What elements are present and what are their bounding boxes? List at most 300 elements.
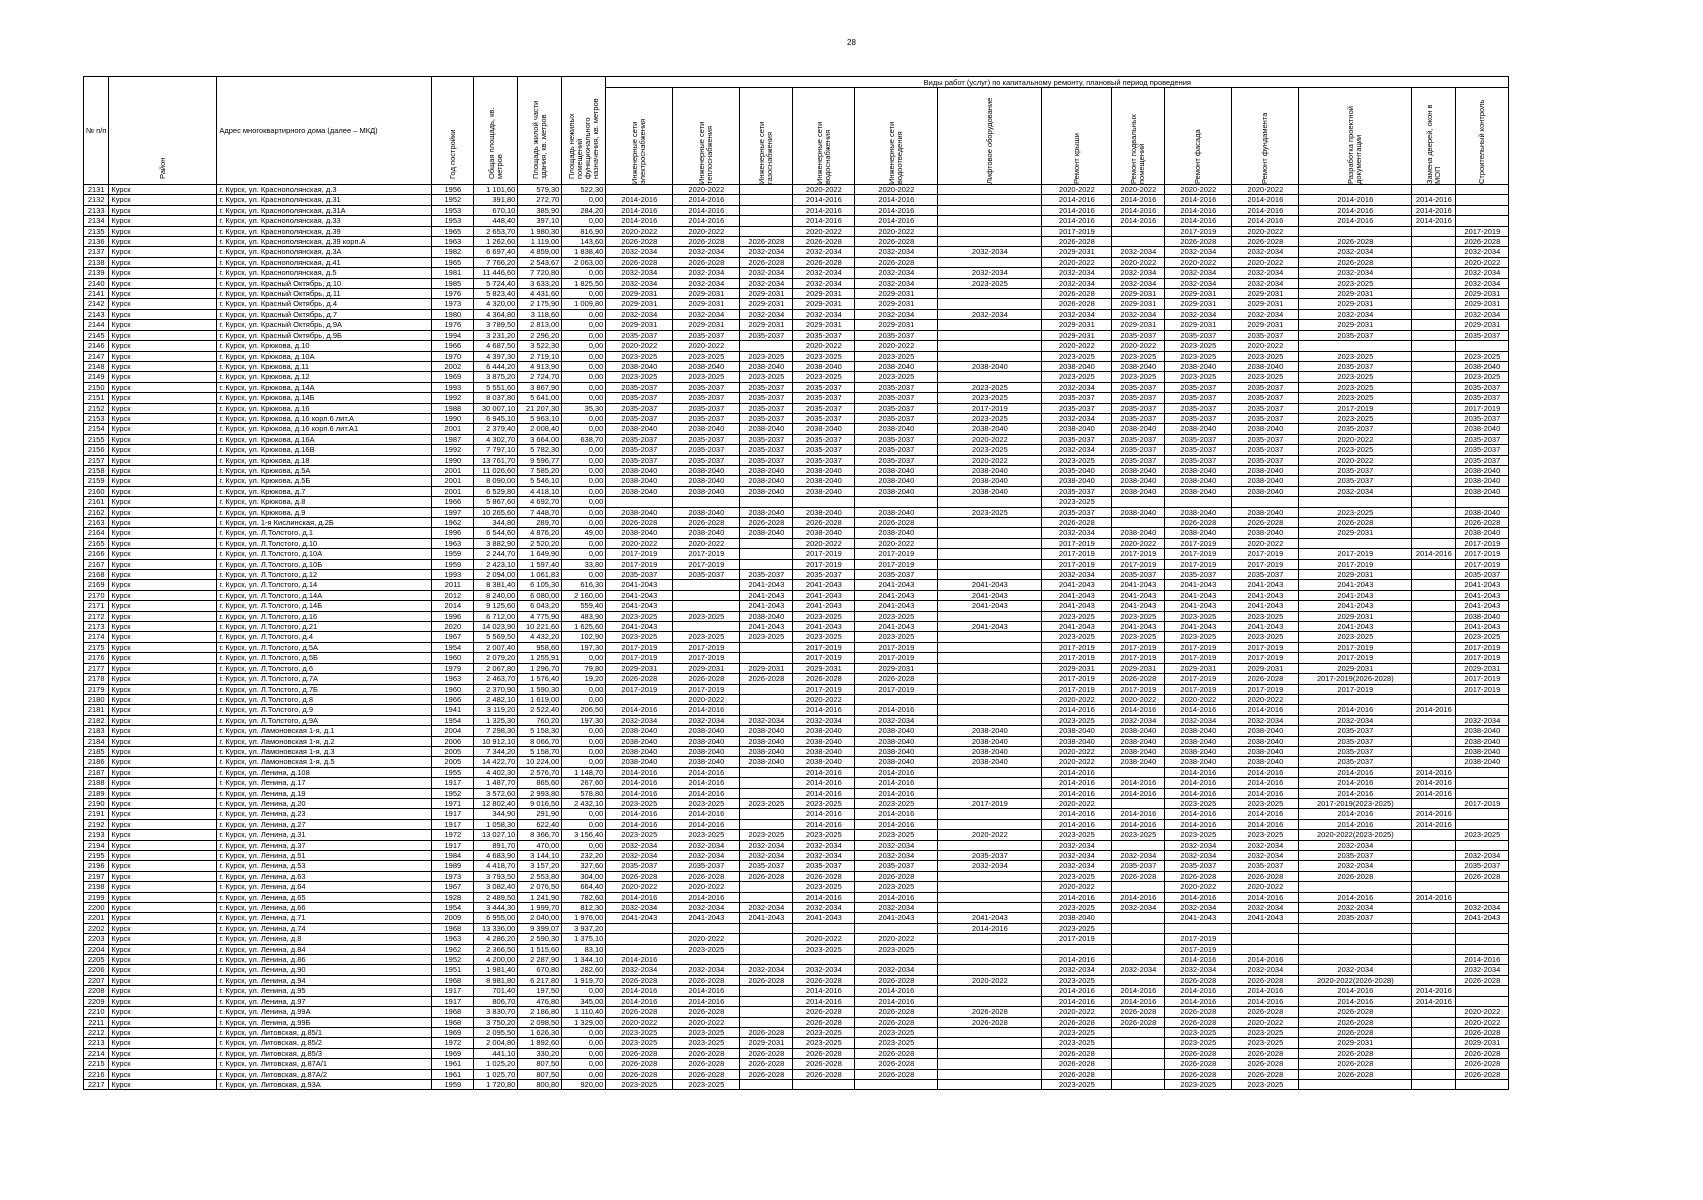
table-cell: 2 379,40 bbox=[474, 424, 518, 434]
table-cell: 2136 bbox=[84, 237, 109, 247]
table-cell: 2035-2037 bbox=[740, 570, 793, 580]
table-cell: 2032-2034 bbox=[673, 903, 740, 913]
header-work-label: Ремонт фасада bbox=[1193, 129, 1203, 184]
table-cell: 2017-2019 bbox=[855, 684, 938, 694]
table-cell: 2017-2019 bbox=[1299, 653, 1412, 663]
table-cell: 2017-2019 bbox=[1165, 944, 1232, 954]
table-cell: 2032-2034 bbox=[1112, 965, 1165, 975]
table-cell bbox=[1232, 934, 1299, 944]
table-cell: 2026-2028 bbox=[793, 1017, 855, 1027]
table-cell: 2001 bbox=[432, 476, 474, 486]
header-work-label: Замена дверей, окон в МОП bbox=[1424, 104, 1442, 184]
table-cell: Курск bbox=[109, 601, 217, 611]
table-cell: 2 008,40 bbox=[518, 424, 562, 434]
table-cell: 2038-2040 bbox=[855, 465, 938, 475]
table-cell: 2020-2022 bbox=[1042, 757, 1112, 767]
table-cell: 2165 bbox=[84, 538, 109, 548]
table-cell: 2020-2022 bbox=[1042, 341, 1112, 351]
table-cell: 2026-2028 bbox=[1456, 518, 1509, 528]
table-cell: 2020-2022 bbox=[1232, 185, 1299, 195]
table-cell: г. Курск, ул. Ленина, д.90 bbox=[217, 965, 432, 975]
table-cell: г. Курск, ул. Л.Толстого, д.10 bbox=[217, 538, 432, 548]
table-cell: 2023-2025 bbox=[1042, 715, 1112, 725]
table-cell bbox=[1412, 1079, 1456, 1089]
table-cell: 2038-2040 bbox=[673, 736, 740, 746]
table-cell bbox=[740, 819, 793, 829]
table-cell: 2038-2040 bbox=[1112, 476, 1165, 486]
table-cell: 2026-2028 bbox=[793, 674, 855, 684]
table-cell: 2014-2016 bbox=[793, 705, 855, 715]
table-cell: Курск bbox=[109, 736, 217, 746]
table-cell: 2014-2016 bbox=[855, 778, 938, 788]
table-cell: 2035-2037 bbox=[740, 403, 793, 413]
table-cell: 2026-2028 bbox=[1112, 1017, 1165, 1027]
table-cell: 2029-2031 bbox=[606, 663, 673, 673]
table-cell: 2032-2034 bbox=[673, 851, 740, 861]
header-work-12 bbox=[1456, 88, 1509, 185]
table-cell: 2029-2031 bbox=[673, 289, 740, 299]
table-cell: 2032-2034 bbox=[793, 247, 855, 257]
table-cell: 2156 bbox=[84, 445, 109, 455]
table-cell bbox=[938, 944, 1042, 954]
table-cell: 2032-2034 bbox=[1042, 413, 1112, 423]
table-cell: 2217 bbox=[84, 1079, 109, 1089]
table-cell: 2029-2031 bbox=[855, 663, 938, 673]
table-cell: г. Курск, ул. Л.Толстого, д.4 bbox=[217, 632, 432, 642]
table-cell: 2184 bbox=[84, 736, 109, 746]
table-cell: 2026-2028 bbox=[740, 518, 793, 528]
table-row bbox=[84, 309, 1509, 319]
table-cell: 2014-2016 bbox=[1112, 778, 1165, 788]
table-cell bbox=[1412, 923, 1456, 933]
table-cell: 2038-2040 bbox=[1165, 757, 1232, 767]
table-cell bbox=[938, 518, 1042, 528]
table-cell: 2026-2028 bbox=[740, 257, 793, 267]
table-cell: Курск bbox=[109, 268, 217, 278]
table-cell: Курск bbox=[109, 434, 217, 444]
table-cell: 2035-2037 bbox=[855, 403, 938, 413]
table-cell: 2029-2031 bbox=[1165, 663, 1232, 673]
table-cell: 2135 bbox=[84, 226, 109, 236]
table-cell: 2023-2025 bbox=[1042, 923, 1112, 933]
table-cell: 4 775,90 bbox=[518, 611, 562, 621]
table-cell: 2023-2025 bbox=[673, 944, 740, 954]
table-cell: 2035-2037 bbox=[1232, 434, 1299, 444]
table-cell: 2032-2034 bbox=[1456, 247, 1509, 257]
table-cell: 2023-2025 bbox=[1456, 351, 1509, 361]
table-cell: г. Курск, ул. Ленина, д.31 bbox=[217, 830, 432, 840]
table-cell: 2026-2028 bbox=[606, 237, 673, 247]
table-cell: 2212 bbox=[84, 1027, 109, 1037]
table-cell: 2032-2034 bbox=[855, 268, 938, 278]
table-cell: 10 912,10 bbox=[474, 736, 518, 746]
table-cell: 5 963,10 bbox=[518, 413, 562, 423]
table-cell bbox=[938, 372, 1042, 382]
table-cell: 83,10 bbox=[562, 944, 606, 954]
table-cell bbox=[1299, 341, 1412, 351]
table-cell: Курск bbox=[109, 247, 217, 257]
table-cell: 2029-2031 bbox=[1299, 570, 1412, 580]
table-cell: 2035-2037 bbox=[855, 434, 938, 444]
table-cell bbox=[1412, 185, 1456, 195]
table-cell bbox=[1112, 226, 1165, 236]
table-cell: 2020-2022 bbox=[1112, 341, 1165, 351]
table-cell: 2026-2028 bbox=[673, 1069, 740, 1079]
table-cell bbox=[740, 538, 793, 548]
table-cell: 2 095,50 bbox=[474, 1027, 518, 1037]
table-cell: 2038-2040 bbox=[1232, 465, 1299, 475]
table-cell: 2038-2040 bbox=[673, 746, 740, 756]
table-cell: 2035-2037 bbox=[673, 455, 740, 465]
table-cell: Курск bbox=[109, 611, 217, 621]
table-cell bbox=[1412, 934, 1456, 944]
table-cell: 2035-2037 bbox=[855, 861, 938, 871]
table-cell: 2038-2040 bbox=[1232, 528, 1299, 538]
table-cell bbox=[1412, 278, 1456, 288]
table-cell: 2041-2043 bbox=[740, 913, 793, 923]
table-cell bbox=[1412, 361, 1456, 371]
table-cell: 4 320,00 bbox=[474, 299, 518, 309]
table-cell: 2038-2040 bbox=[606, 507, 673, 517]
table-cell: 2029-2031 bbox=[1456, 289, 1509, 299]
table-cell: г. Курск, ул. Крюкова, д.12 bbox=[217, 372, 432, 382]
table-cell: 2020-2022 bbox=[673, 226, 740, 236]
table-cell: 1990 bbox=[432, 455, 474, 465]
table-cell: 2014-2016 bbox=[606, 809, 673, 819]
table-row bbox=[84, 507, 1509, 517]
table-cell: 2026-2028 bbox=[1299, 518, 1412, 528]
table-cell: 2 160,00 bbox=[562, 590, 606, 600]
table-cell: 2038-2040 bbox=[606, 424, 673, 434]
table-cell: 2014-2016 bbox=[1042, 955, 1112, 965]
table-cell: 2020-2022 bbox=[606, 882, 673, 892]
table-cell: Курск bbox=[109, 538, 217, 548]
table-cell: Курск bbox=[109, 382, 217, 392]
table-cell: 2041-2043 bbox=[855, 580, 938, 590]
table-cell: 2035-2037 bbox=[606, 330, 673, 340]
table-cell: Курск bbox=[109, 923, 217, 933]
table-cell: 1 058,30 bbox=[474, 819, 518, 829]
table-cell: 2014-2016 bbox=[1112, 809, 1165, 819]
table-cell bbox=[740, 788, 793, 798]
table-cell: 2038-2040 bbox=[855, 757, 938, 767]
table-cell: 664,40 bbox=[562, 882, 606, 892]
table-cell: г. Курск, ул. Красный Октябрь, д.4 bbox=[217, 299, 432, 309]
table-cell: 578,80 bbox=[562, 788, 606, 798]
table-row bbox=[84, 819, 1509, 829]
table-cell: Курск bbox=[109, 1038, 217, 1048]
table-cell: г. Курск, ул. Крюкова, д.10 bbox=[217, 341, 432, 351]
table-cell: 2023-2025 bbox=[855, 632, 938, 642]
table-cell: 3 572,60 bbox=[474, 788, 518, 798]
table-cell: 2138 bbox=[84, 257, 109, 267]
table-cell: 2035-2037 bbox=[673, 330, 740, 340]
table-cell: 2026-2028 bbox=[673, 1048, 740, 1058]
table-cell: 2014-2016 bbox=[1042, 778, 1112, 788]
table-cell: г. Курск, ул. Ламоновская 1-я, д.5 bbox=[217, 757, 432, 767]
table-cell: 2029-2031 bbox=[1299, 528, 1412, 538]
table-cell: 2038-2040 bbox=[793, 528, 855, 538]
table-cell: 1962 bbox=[432, 518, 474, 528]
table-cell: 2026-2028 bbox=[606, 1048, 673, 1058]
table-cell: 5 724,40 bbox=[474, 278, 518, 288]
table-cell: 2026-2028 bbox=[1456, 975, 1509, 985]
table-cell: г. Курск, ул. Краснополянская, д.39 bbox=[217, 226, 432, 236]
table-row bbox=[84, 361, 1509, 371]
table-cell: г. Курск, ул. Литовская, д.85/2 bbox=[217, 1038, 432, 1048]
table-cell: 2023-2025 bbox=[673, 351, 740, 361]
table-cell: 2026-2028 bbox=[1042, 518, 1112, 528]
table-cell: 2035-2037 bbox=[606, 393, 673, 403]
table-cell: 1979 bbox=[432, 663, 474, 673]
table-cell: 2014-2016 bbox=[855, 788, 938, 798]
table-cell bbox=[855, 923, 938, 933]
table-cell: 289,70 bbox=[518, 518, 562, 528]
table-cell: 4 683,90 bbox=[474, 851, 518, 861]
table-cell: 441,10 bbox=[474, 1048, 518, 1058]
table-cell: 2035-2037 bbox=[1232, 393, 1299, 403]
table-cell: 2032-2034 bbox=[1112, 268, 1165, 278]
table-cell bbox=[1412, 247, 1456, 257]
table-cell: Курск bbox=[109, 798, 217, 808]
table-cell: 2035-2037 bbox=[1042, 486, 1112, 496]
table-cell bbox=[1412, 559, 1456, 569]
table-cell: 2038-2040 bbox=[1456, 361, 1509, 371]
table-cell: 2023-2025 bbox=[606, 1027, 673, 1037]
table-cell: 2014-2016 bbox=[1232, 705, 1299, 715]
table-cell: 579,30 bbox=[518, 185, 562, 195]
table-cell bbox=[1412, 268, 1456, 278]
table-cell bbox=[1112, 767, 1165, 777]
table-cell: 2026-2028 bbox=[1456, 1027, 1509, 1037]
table-cell: 2017-2019 bbox=[1165, 684, 1232, 694]
table-cell bbox=[938, 892, 1042, 902]
table-cell: 8 981,80 bbox=[474, 975, 518, 985]
table-cell bbox=[938, 330, 1042, 340]
table-cell: 2023-2025 bbox=[1232, 351, 1299, 361]
table-row bbox=[84, 1017, 1509, 1027]
table-cell: 2041-2043 bbox=[740, 622, 793, 632]
table-cell: 2017-2019 bbox=[673, 642, 740, 652]
table-cell bbox=[740, 809, 793, 819]
table-row bbox=[84, 424, 1509, 434]
table-cell bbox=[1456, 809, 1509, 819]
table-cell bbox=[740, 549, 793, 559]
table-cell: 2014-2016 bbox=[1165, 788, 1232, 798]
table-row bbox=[84, 320, 1509, 330]
table-row bbox=[84, 205, 1509, 215]
table-cell: 2023-2025 bbox=[793, 882, 855, 892]
table-cell: 2023-2025 bbox=[855, 830, 938, 840]
table-cell: 2035-2037 bbox=[1299, 851, 1412, 861]
table-cell bbox=[740, 1079, 793, 1089]
table-cell: 2032-2034 bbox=[606, 840, 673, 850]
table-cell: 2041-2043 bbox=[793, 913, 855, 923]
table-cell: 0,00 bbox=[562, 684, 606, 694]
table-cell: 2032-2034 bbox=[855, 903, 938, 913]
header-work-4 bbox=[855, 88, 938, 185]
table-cell: 2026-2028 bbox=[855, 257, 938, 267]
table-cell: 2023-2025 bbox=[1232, 372, 1299, 382]
table-row bbox=[84, 632, 1509, 642]
table-cell: 2020-2022(2026-2028) bbox=[1299, 975, 1412, 985]
table-cell: 2014 bbox=[432, 601, 474, 611]
table-cell: 2032-2034 bbox=[855, 247, 938, 257]
table-cell: 11 026,60 bbox=[474, 465, 518, 475]
table-cell: 2014-2016 bbox=[606, 892, 673, 902]
table-cell: 4 286,20 bbox=[474, 934, 518, 944]
table-cell: 10 224,00 bbox=[518, 757, 562, 767]
table-cell: 1960 bbox=[432, 653, 474, 663]
table-cell: 2020-2022 bbox=[1112, 538, 1165, 548]
table-cell bbox=[1412, 684, 1456, 694]
table-cell: 344,90 bbox=[474, 809, 518, 819]
table-cell: 2020-2022 bbox=[793, 185, 855, 195]
table-row bbox=[84, 1079, 1509, 1089]
table-cell: Курск bbox=[109, 757, 217, 767]
table-cell: 2001 bbox=[432, 465, 474, 475]
table-row bbox=[84, 809, 1509, 819]
table-cell: 2023-2025 bbox=[673, 632, 740, 642]
table-cell: 2 463,70 bbox=[474, 674, 518, 684]
table-cell: 2017-2019 bbox=[1299, 549, 1412, 559]
table-cell: 2139 bbox=[84, 268, 109, 278]
table-cell: 2177 bbox=[84, 663, 109, 673]
table-cell: 2014-2016 bbox=[1232, 778, 1299, 788]
table-cell: 2032-2034 bbox=[740, 903, 793, 913]
table-cell: 2023-2025 bbox=[1165, 798, 1232, 808]
table-cell: 2029-2031 bbox=[673, 320, 740, 330]
table-cell: г. Курск, ул. Крюкова, д.16В bbox=[217, 445, 432, 455]
table-cell: г. Курск, ул. Ленина, д.20 bbox=[217, 798, 432, 808]
table-cell: 1 576,40 bbox=[518, 674, 562, 684]
table-cell bbox=[1412, 455, 1456, 465]
table-cell: 2026-2028 bbox=[673, 1007, 740, 1017]
table-cell: Курск bbox=[109, 195, 217, 205]
table-cell: г. Курск, ул. Л.Толстого, д.7Б bbox=[217, 684, 432, 694]
table-cell: 2038-2040 bbox=[855, 736, 938, 746]
table-cell: 2023-2025 bbox=[1165, 1079, 1232, 1089]
table-cell bbox=[1112, 840, 1165, 850]
table-cell: 2014-2016 bbox=[793, 216, 855, 226]
table-cell: 2 543,67 bbox=[518, 257, 562, 267]
table-cell: Курск bbox=[109, 851, 217, 861]
table-cell: 2014-2016 bbox=[1299, 892, 1412, 902]
table-cell: 2023-2025 bbox=[1165, 1027, 1232, 1037]
table-cell: Курск bbox=[109, 1079, 217, 1089]
table-cell: 8 037,80 bbox=[474, 393, 518, 403]
table-cell: 2158 bbox=[84, 465, 109, 475]
table-cell: 1994 bbox=[432, 330, 474, 340]
table-cell: 1917 bbox=[432, 840, 474, 850]
table-cell: 2020-2022 bbox=[1456, 1017, 1509, 1027]
table-cell: 2017-2019 bbox=[1299, 559, 1412, 569]
table-cell: 2041-2043 bbox=[938, 580, 1042, 590]
table-cell: 2026-2028 bbox=[673, 1059, 740, 1069]
table-cell: 2032-2034 bbox=[606, 965, 673, 975]
table-cell: г. Курск, ул. Литовская, д.87А/1 bbox=[217, 1059, 432, 1069]
table-cell: 2202 bbox=[84, 923, 109, 933]
table-cell: 891,70 bbox=[474, 840, 518, 850]
table-cell: 2017-2019 bbox=[1112, 549, 1165, 559]
table-cell: 2041-2043 bbox=[1456, 580, 1509, 590]
header-district-label: Район bbox=[157, 157, 167, 179]
table-cell: 2020-2022 bbox=[1042, 882, 1112, 892]
table-cell: 6 697,40 bbox=[474, 247, 518, 257]
table-cell: 2023-2025 bbox=[606, 351, 673, 361]
table-cell: 2 482,10 bbox=[474, 694, 518, 704]
table-cell: г. Курск, ул. Л.Толстого, д.1 bbox=[217, 528, 432, 538]
table-cell: 2014-2016 bbox=[673, 216, 740, 226]
table-cell: 807,50 bbox=[518, 1059, 562, 1069]
table-row bbox=[84, 549, 1509, 559]
table-cell: г. Курск, ул. Ленина, д.66 bbox=[217, 903, 432, 913]
table-cell bbox=[1412, 393, 1456, 403]
table-cell: 6 955,00 bbox=[474, 913, 518, 923]
table-row bbox=[84, 653, 1509, 663]
table-cell: 1 720,80 bbox=[474, 1079, 518, 1089]
table-cell: Курск bbox=[109, 559, 217, 569]
table-cell: Курск bbox=[109, 1017, 217, 1027]
table-cell: 1917 bbox=[432, 778, 474, 788]
table-cell bbox=[1456, 185, 1509, 195]
table-cell: 2014-2016 bbox=[1042, 205, 1112, 215]
table-cell: 2038-2040 bbox=[1232, 361, 1299, 371]
table-row bbox=[84, 278, 1509, 288]
table-cell: 2035-2037 bbox=[606, 434, 673, 444]
table-cell: Курск bbox=[109, 205, 217, 215]
table-cell bbox=[1412, 237, 1456, 247]
table-cell: 2020-2022 bbox=[1042, 1007, 1112, 1017]
table-cell: 816,90 bbox=[562, 226, 606, 236]
table-cell: 2011 bbox=[432, 580, 474, 590]
table-cell: 2023-2025 bbox=[1042, 372, 1112, 382]
table-cell: 2029-2031 bbox=[1042, 663, 1112, 673]
table-cell: 21 207,30 bbox=[518, 403, 562, 413]
table-cell: 2041-2043 bbox=[1299, 622, 1412, 632]
table-cell bbox=[1456, 788, 1509, 798]
table-cell: 2 296,20 bbox=[518, 330, 562, 340]
table-cell: 0,00 bbox=[562, 1027, 606, 1037]
table-cell: 2023-2025 bbox=[1299, 632, 1412, 642]
table-cell: 2 993,80 bbox=[518, 788, 562, 798]
header-work-2 bbox=[740, 88, 793, 185]
table-cell: 2017-2019 bbox=[1232, 642, 1299, 652]
table-cell: 2038-2040 bbox=[938, 361, 1042, 371]
table-cell: г. Курск, ул. Краснополянская, д.31 bbox=[217, 195, 432, 205]
table-cell: 2038-2040 bbox=[855, 726, 938, 736]
table-cell: 2026-2028 bbox=[1165, 1017, 1232, 1027]
table-cell: 1969 bbox=[432, 372, 474, 382]
table-cell: Курск bbox=[109, 767, 217, 777]
table-cell: 2035-2037 bbox=[793, 382, 855, 392]
table-cell: 638,70 bbox=[562, 434, 606, 444]
table-cell: 2029-2031 bbox=[740, 1038, 793, 1048]
table-cell: 5 158,30 bbox=[518, 726, 562, 736]
table-cell: 2032-2034 bbox=[1112, 309, 1165, 319]
table-cell: 2026-2028 bbox=[855, 1059, 938, 1069]
table-cell: 2017-2019 bbox=[1456, 403, 1509, 413]
table-cell: 2026-2028 bbox=[855, 518, 938, 528]
table-cell: 2014-2016 bbox=[855, 986, 938, 996]
table-cell: 2026-2028 bbox=[673, 257, 740, 267]
table-cell bbox=[1299, 944, 1412, 954]
table-cell: 2023-2025 bbox=[1112, 830, 1165, 840]
table-cell: 2026-2028 bbox=[855, 871, 938, 881]
table-cell: 2032-2034 bbox=[855, 840, 938, 850]
table-row bbox=[84, 538, 1509, 548]
table-cell: 2032-2034 bbox=[1456, 715, 1509, 725]
